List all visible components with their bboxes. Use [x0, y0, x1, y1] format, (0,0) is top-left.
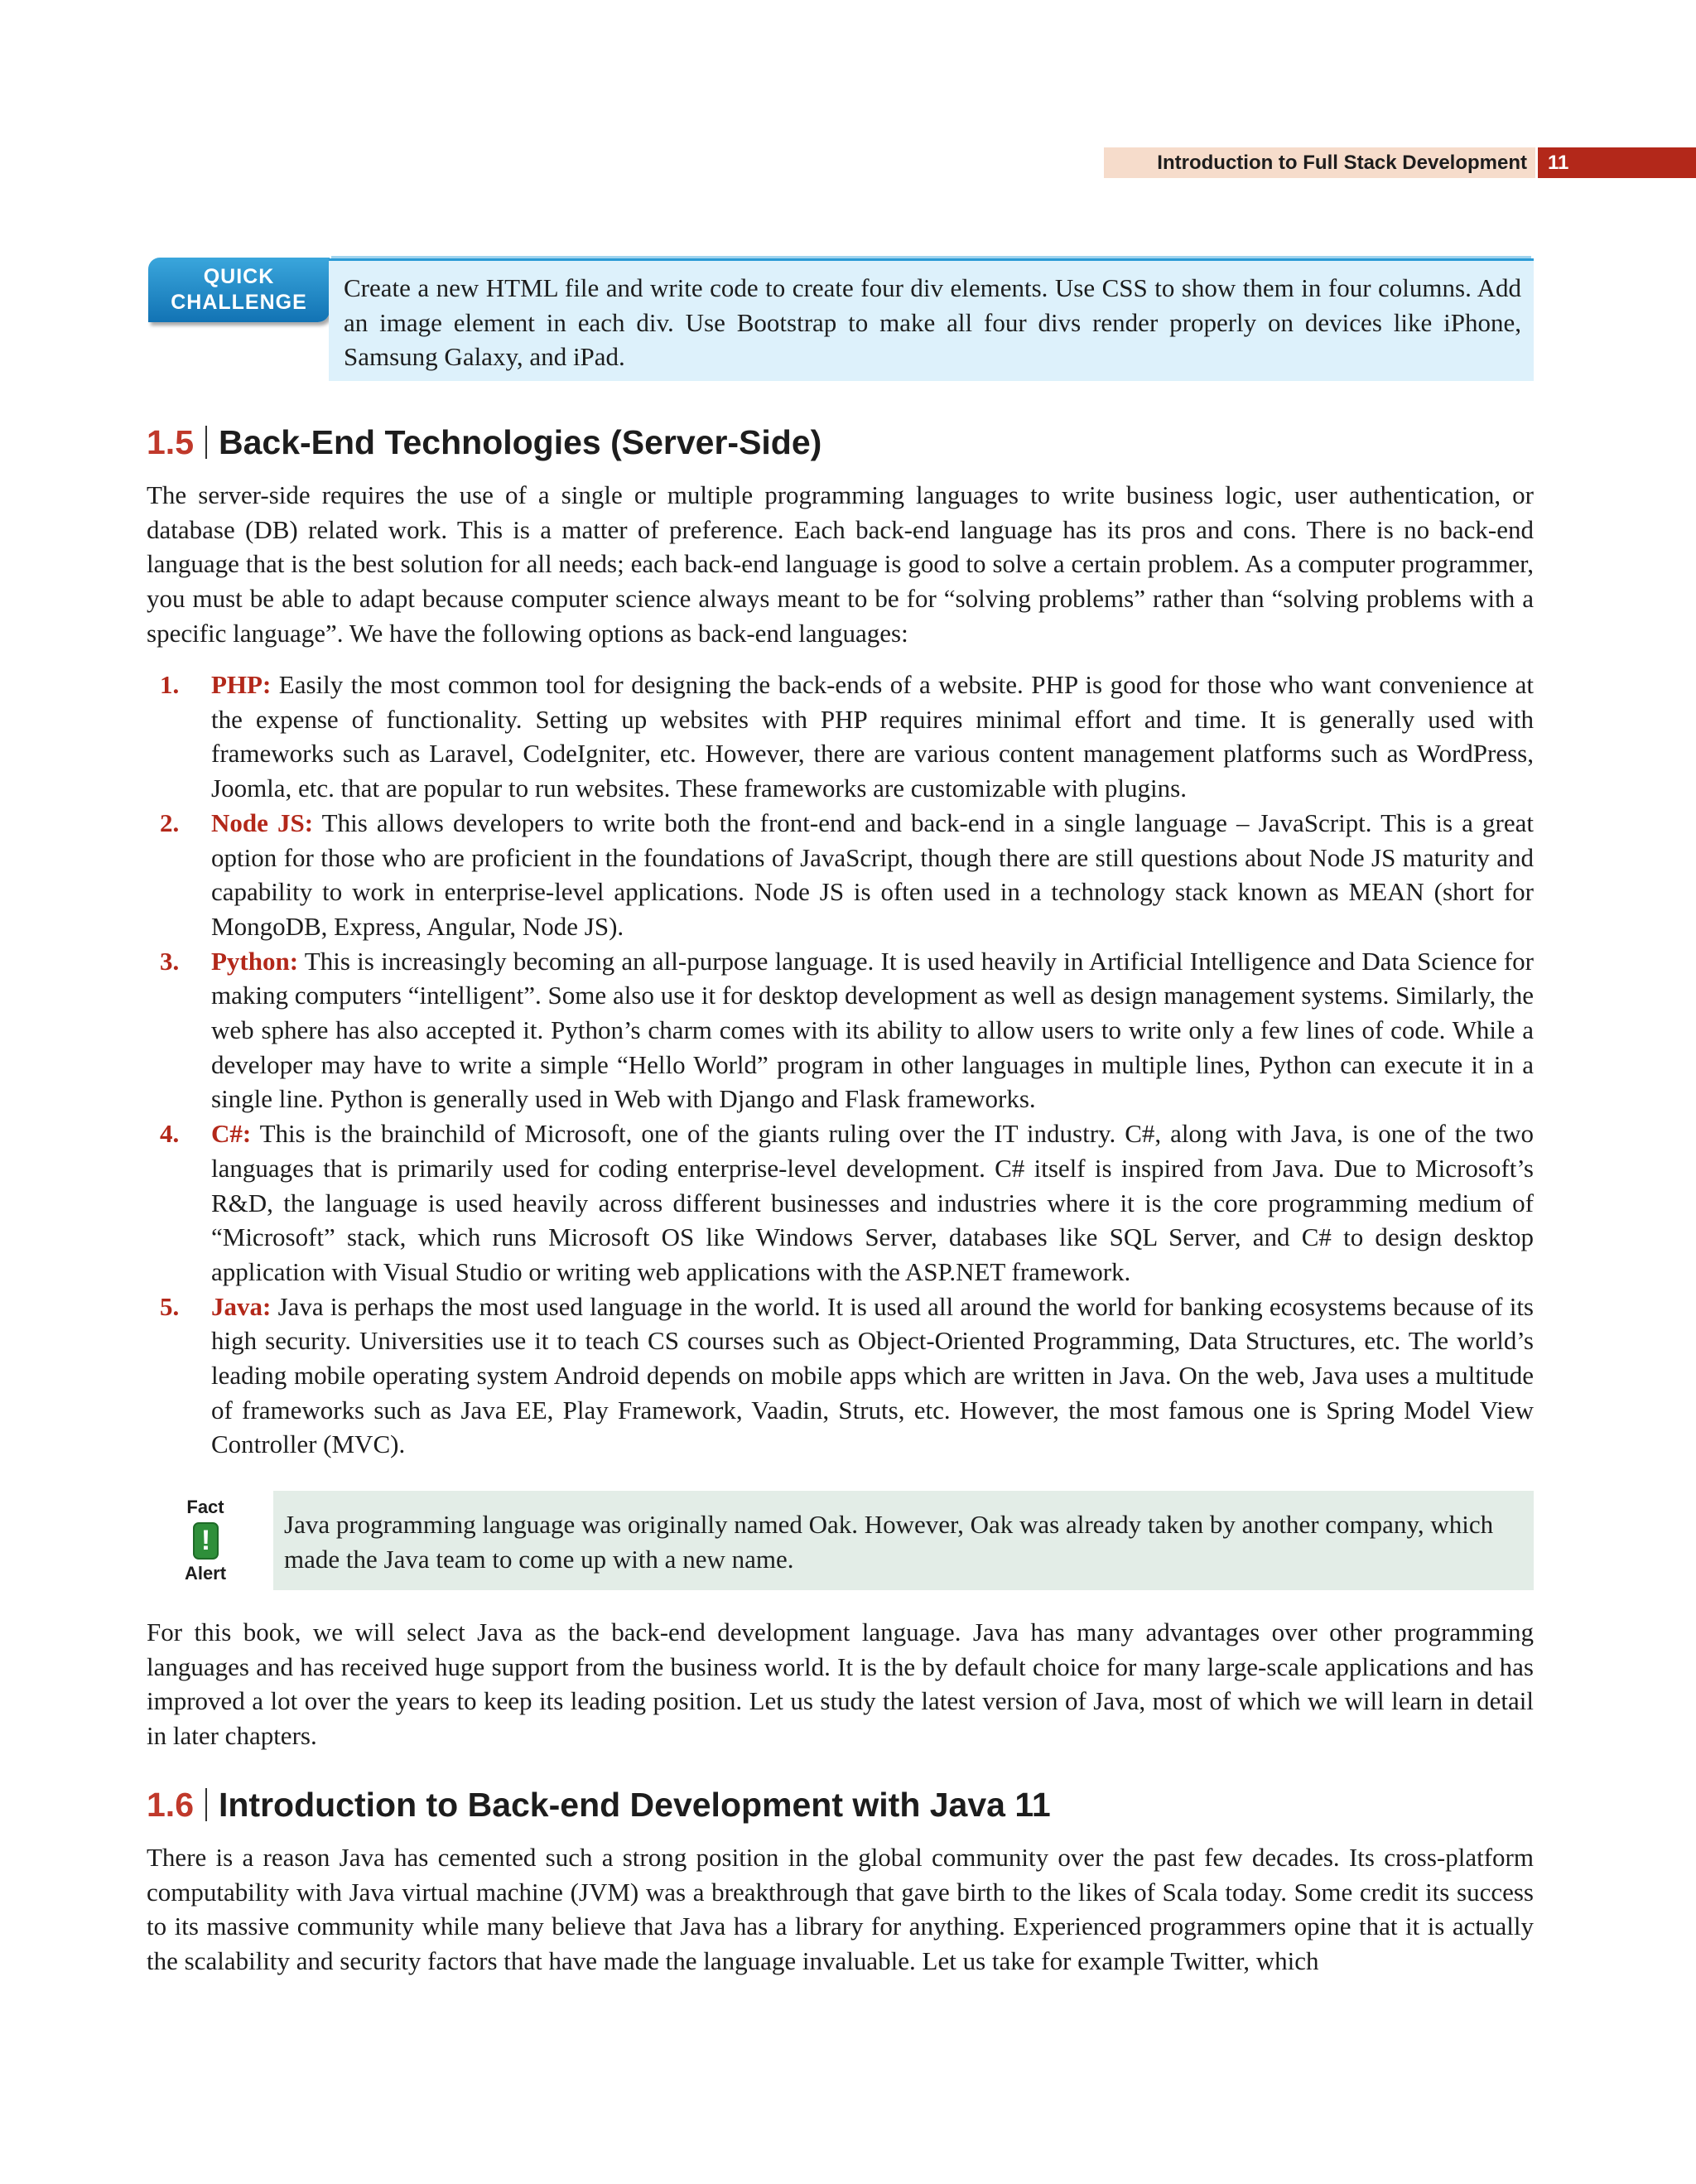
fact-alert-label-top: Fact: [186, 1497, 224, 1517]
running-header: [1104, 147, 1696, 178]
backend-language-list: [147, 668, 1534, 1462]
quick-challenge-badge-line2: CHALLENGE: [171, 291, 307, 314]
running-header-title: Introduction to Full Stack Development: [1104, 147, 1535, 178]
fact-alert-label-bottom: Alert: [184, 1563, 227, 1584]
list-item-number: 1.: [160, 670, 180, 699]
section-title: Back-End Technologies (Server-Side): [219, 423, 822, 461]
section-number: 1.6: [147, 1786, 194, 1824]
heading-divider: [205, 426, 207, 459]
section-number: 1.5: [147, 423, 194, 461]
list-item-number: 4.: [160, 1119, 180, 1149]
fact-alert-box: [273, 1491, 1534, 1590]
section-title: Introduction to Back-end Development with Java 11: [219, 1786, 1051, 1824]
exclamation-icon: !: [193, 1522, 219, 1560]
heading-divider: [205, 1788, 207, 1821]
list-item-label: Python:: [211, 946, 299, 976]
list-item-label: Java:: [211, 1291, 272, 1321]
list-item-text: Java is perhaps the most used language in the world. It is used all around the world for banking ecosystems because of its high security. Universities use it to teach CS courses such as Object-Oriented Programming, Data Structures, etc. The world’s leading mobile operating system Android depends on mobile apps which are written in Java. On the web, Java uses a multitude of frameworks such as Java EE, Play Framework, Vaadin, Struts, etc. However, the most famous one is Spring Model View Controller (MVC).: [211, 1291, 1534, 1459]
list-item-number: 2.: [160, 808, 180, 837]
after-fact-paragraph: For this book, we will select Java as the back-end development language. Java has many advantages over other programming languages and has received huge support from the business world. It is the by default choice for many large-scale applications and has improved a lot over the years to keep its leading position. Let us study the latest version of Java, most of which we will learn in detail in later chapters.: [147, 1618, 1534, 1751]
section-1-6-paragraph: There is a reason Java has cemented such a strong position in the global community over the past few decades. Its cross-platform computability with Java virtual machine (JVM) was a breakthrough that gave birth to the likes of Scala today. Some credit its success to its massive community while many believe that Java has a library for anything. Experienced programmers opine that it is actually the scalability and security factors that have made the language invaluable. Let us take for example Twitter, which: [147, 1843, 1534, 1976]
fact-alert-text: Java programming language was originally named Oak. However, Oak was already taken by another company, which made the Java team to come up with a new name.: [284, 1510, 1494, 1574]
list-item-number: 5.: [160, 1291, 180, 1321]
section-heading-1-5: [147, 423, 822, 462]
quick-challenge-text: Create a new HTML file and write code to create four div elements. Use CSS to show them in four columns. Add an image element in each div. Use Bootstrap to make all four divs render properly on devices like iPhone, Samsung Galaxy, and iPad.: [344, 273, 1521, 371]
list-item: [147, 806, 1534, 944]
list-item-label: C#:: [211, 1119, 252, 1149]
list-item: [147, 1116, 1534, 1290]
list-item-number: 3.: [160, 946, 180, 976]
list-item-text: This is increasingly becoming an all-purpose language. It is used heavily in Artificial Intelligence and Data Science for making computers “intelligent”. Some also use it for desktop development as well as design management systems. Similarly, the web sphere has also accepted it. Python’s charm comes with its ability to allow users to write only a few lines of code. While a developer may have to write a simple “Hello World” program in other languages in multiple lines, Python can execute it in a single line. Python is generally used in Web with Django and Flask frameworks.: [211, 946, 1534, 1114]
list-item-text: This is the brainchild of Microsoft, one of the giants ruling over the IT industry. C#, along with Java, is one of the two languages that is primarily used for coding enterprise-level development. C# itself is inspired from Java. Due to Microsoft’s R&D, the language is used heavily across different businesses and industries where it is the core programming medium of “Microsoft” stack, which runs Microsoft OS like Windows Server, databases like SQL Server, and C# to design desktop application with Visual Studio or writing web applications with the ASP.NET framework.: [211, 1119, 1534, 1286]
quick-challenge-badge: [148, 258, 330, 322]
page-number: 11: [1538, 147, 1696, 178]
list-item-label: Node JS:: [211, 808, 314, 837]
list-item-text: This allows developers to write both the front-end and back-end in a single language – JavaScript. This is a great option for those who are proficient in the foundations of JavaScript, though there are still questions about Node JS maturity and capability to work in enterprise-level applications. Node JS is often used in a technology stack known as MEAN (short for MongoDB, Express, Angular, Node JS).: [211, 808, 1534, 941]
section-heading-1-6: [147, 1786, 1051, 1825]
list-item: [147, 1290, 1534, 1463]
section-1-5-intro: The server-side requires the use of a single or multiple programming languages to write business logic, user authentication, or database (DB) related work. This is a matter of preference. Each back-end language has its pros and cons. There is no back-end language that is the best solution for all needs; each back-end language is good to solve a certain problem. As a computer programmer, you must be able to adapt because computer science always meant to be for “solving problems” rather than “solving problems with a specific language”. We have the following options as back-end languages:: [147, 480, 1534, 648]
list-item-label: PHP:: [211, 670, 272, 699]
fact-alert-icon: [176, 1497, 234, 1588]
list-item: [147, 944, 1534, 1117]
list-item: [147, 668, 1534, 806]
list-item-text: Easily the most common tool for designing the back-ends of a website. PHP is good for those who want convenience at the expense of functionality. Setting up websites with PHP requires minimal effort and time. It is generally used with frameworks such as Laravel, CodeIgniter, etc. However, there are various content management platforms such as WordPress, Joomla, etc. that are popular to run websites. These frameworks are customizable with plugins.: [211, 670, 1534, 803]
quick-challenge-box: [329, 258, 1534, 381]
quick-challenge-badge-line1: QUICK: [203, 265, 275, 288]
